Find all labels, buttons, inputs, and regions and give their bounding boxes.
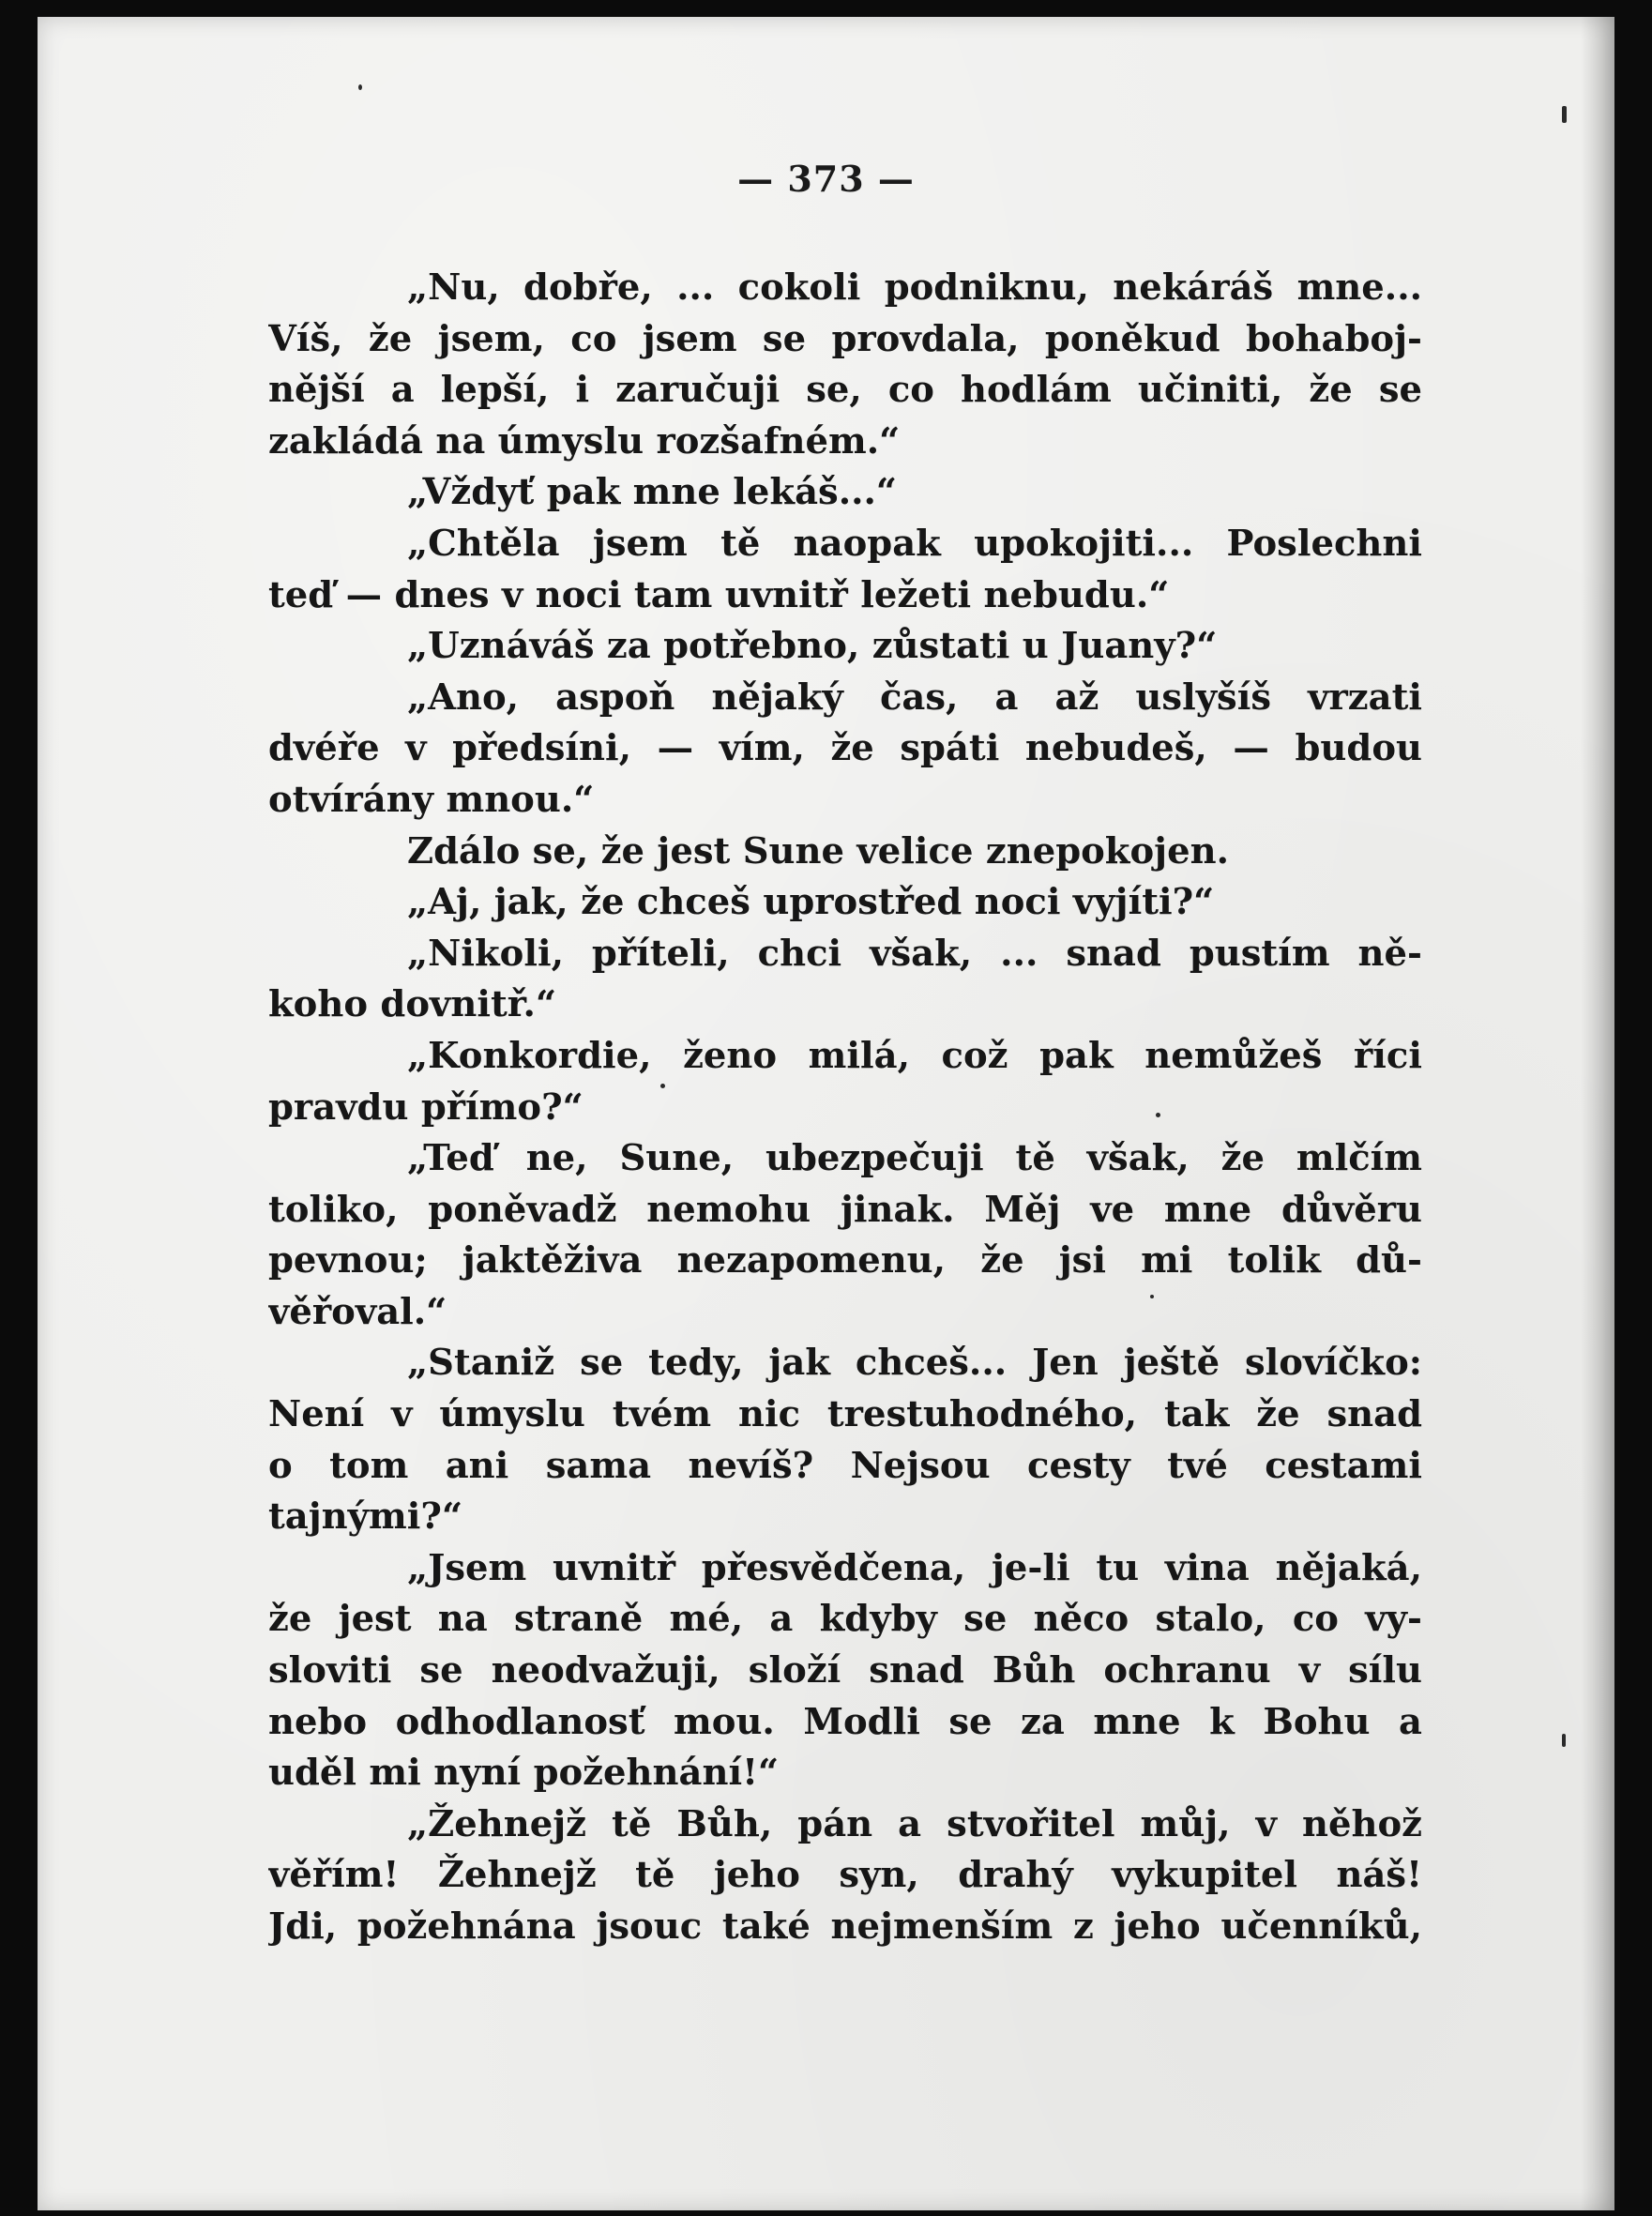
text-line: pevnou; jaktěživa nezapomenu, že jsi mi tolik dů- bbox=[268, 1239, 1422, 1283]
text-line: že jest na straně mé, a kdyby se něco stalo, co vy- bbox=[268, 1598, 1422, 1641]
text-line: dvéře v předsíni, — vím, že spáti nebudeš, — budou bbox=[268, 727, 1422, 770]
text-line: pravdu přímo?“ bbox=[268, 1085, 584, 1129]
text-line: „Žehnejž tě Bůh, pán a stvořitel můj, v něhož bbox=[407, 1802, 1422, 1845]
text-line: Zdálo se, že jest Sune velice znepokojen. bbox=[407, 829, 1229, 873]
text-line: „Staniž se tedy, jak chceš... Jen ještě slovíčko: bbox=[407, 1342, 1422, 1385]
text-line: „Chtěla jsem tě naopak upokojiti... Poslechni bbox=[407, 522, 1422, 565]
text-line: o tom ani sama nevíš? Nejsou cesty tvé cestami bbox=[268, 1444, 1422, 1487]
text-line: nější a lepší, i zaručuji se, co hodlám učiniti, že se bbox=[268, 369, 1422, 412]
text-line: „Teď ne, Sune, ubezpečuji tě však, že mlčím bbox=[407, 1137, 1422, 1180]
text-line: Jdi, požehnána jsouc také nejmenším z jeho učenníků, bbox=[268, 1905, 1422, 1948]
page-number: — 373 — bbox=[737, 158, 915, 200]
text-line: uděl mi nyní požehnání!“ bbox=[268, 1752, 780, 1795]
page-edge-shadow bbox=[1581, 17, 1614, 2210]
paper-speck bbox=[1562, 106, 1567, 123]
text-line: „Nu, dobře, ... cokoli podniknu, nekáráš mne... bbox=[407, 266, 1422, 309]
text-line: „Aj, jak, že chceš uprostřed noci vyjíti?“ bbox=[407, 881, 1215, 924]
text-line: „Vždyť pak mne lekáš...“ bbox=[407, 471, 898, 514]
text-line: sloviti se neodvažuji, složí snad Bůh ochranu v sílu bbox=[268, 1649, 1422, 1692]
text-line: nebo odhodlanosť mou. Modli se za mne k Bohu a bbox=[268, 1700, 1422, 1743]
text-line: toliko, poněvadž nemohu jinak. Měj ve mne důvěru bbox=[268, 1188, 1422, 1231]
paper-speck bbox=[1156, 1113, 1160, 1117]
book-page bbox=[38, 17, 1614, 2210]
paper-speck bbox=[358, 84, 362, 90]
text-line: „Nikoli, příteli, chci však, ... snad pustím ně- bbox=[407, 932, 1422, 975]
text-line: zakládá na úmyslu rozšafném.“ bbox=[268, 419, 901, 463]
text-line: „Jsem uvnitř přesvědčena, je-li tu vina nějaká, bbox=[407, 1546, 1422, 1589]
text-line: věřím! Žehnejž tě jeho syn, drahý vykupitel náš! bbox=[268, 1854, 1422, 1897]
text-line: věřoval.“ bbox=[268, 1290, 447, 1333]
text-line: koho dovnitř.“ bbox=[268, 983, 557, 1026]
text-line: teď — dnes v noci tam uvnitř ležeti nebudu.“ bbox=[268, 573, 1170, 616]
paper-speck bbox=[1562, 1734, 1566, 1747]
paper-speck bbox=[1150, 1295, 1154, 1298]
text-line: otvírány mnou.“ bbox=[268, 778, 595, 821]
text-line: Víš, že jsem, co jsem se provdala, poněkud bohaboj- bbox=[268, 317, 1422, 360]
text-line: Není v úmyslu tvém nic trestuhodného, tak že snad bbox=[268, 1393, 1422, 1436]
text-line: „Uznáváš za potřebno, zůstati u Juany?“ bbox=[407, 625, 1218, 668]
text-line: „Ano, aspoň nějaký čas, a až uslyšíš vrzati bbox=[407, 675, 1422, 719]
paper-speck bbox=[660, 1084, 665, 1088]
text-line: „Konkordie, ženo milá, což pak nemůžeš říci bbox=[407, 1034, 1422, 1077]
text-line: tajnými?“ bbox=[268, 1495, 463, 1539]
body-text bbox=[268, 263, 1422, 1953]
